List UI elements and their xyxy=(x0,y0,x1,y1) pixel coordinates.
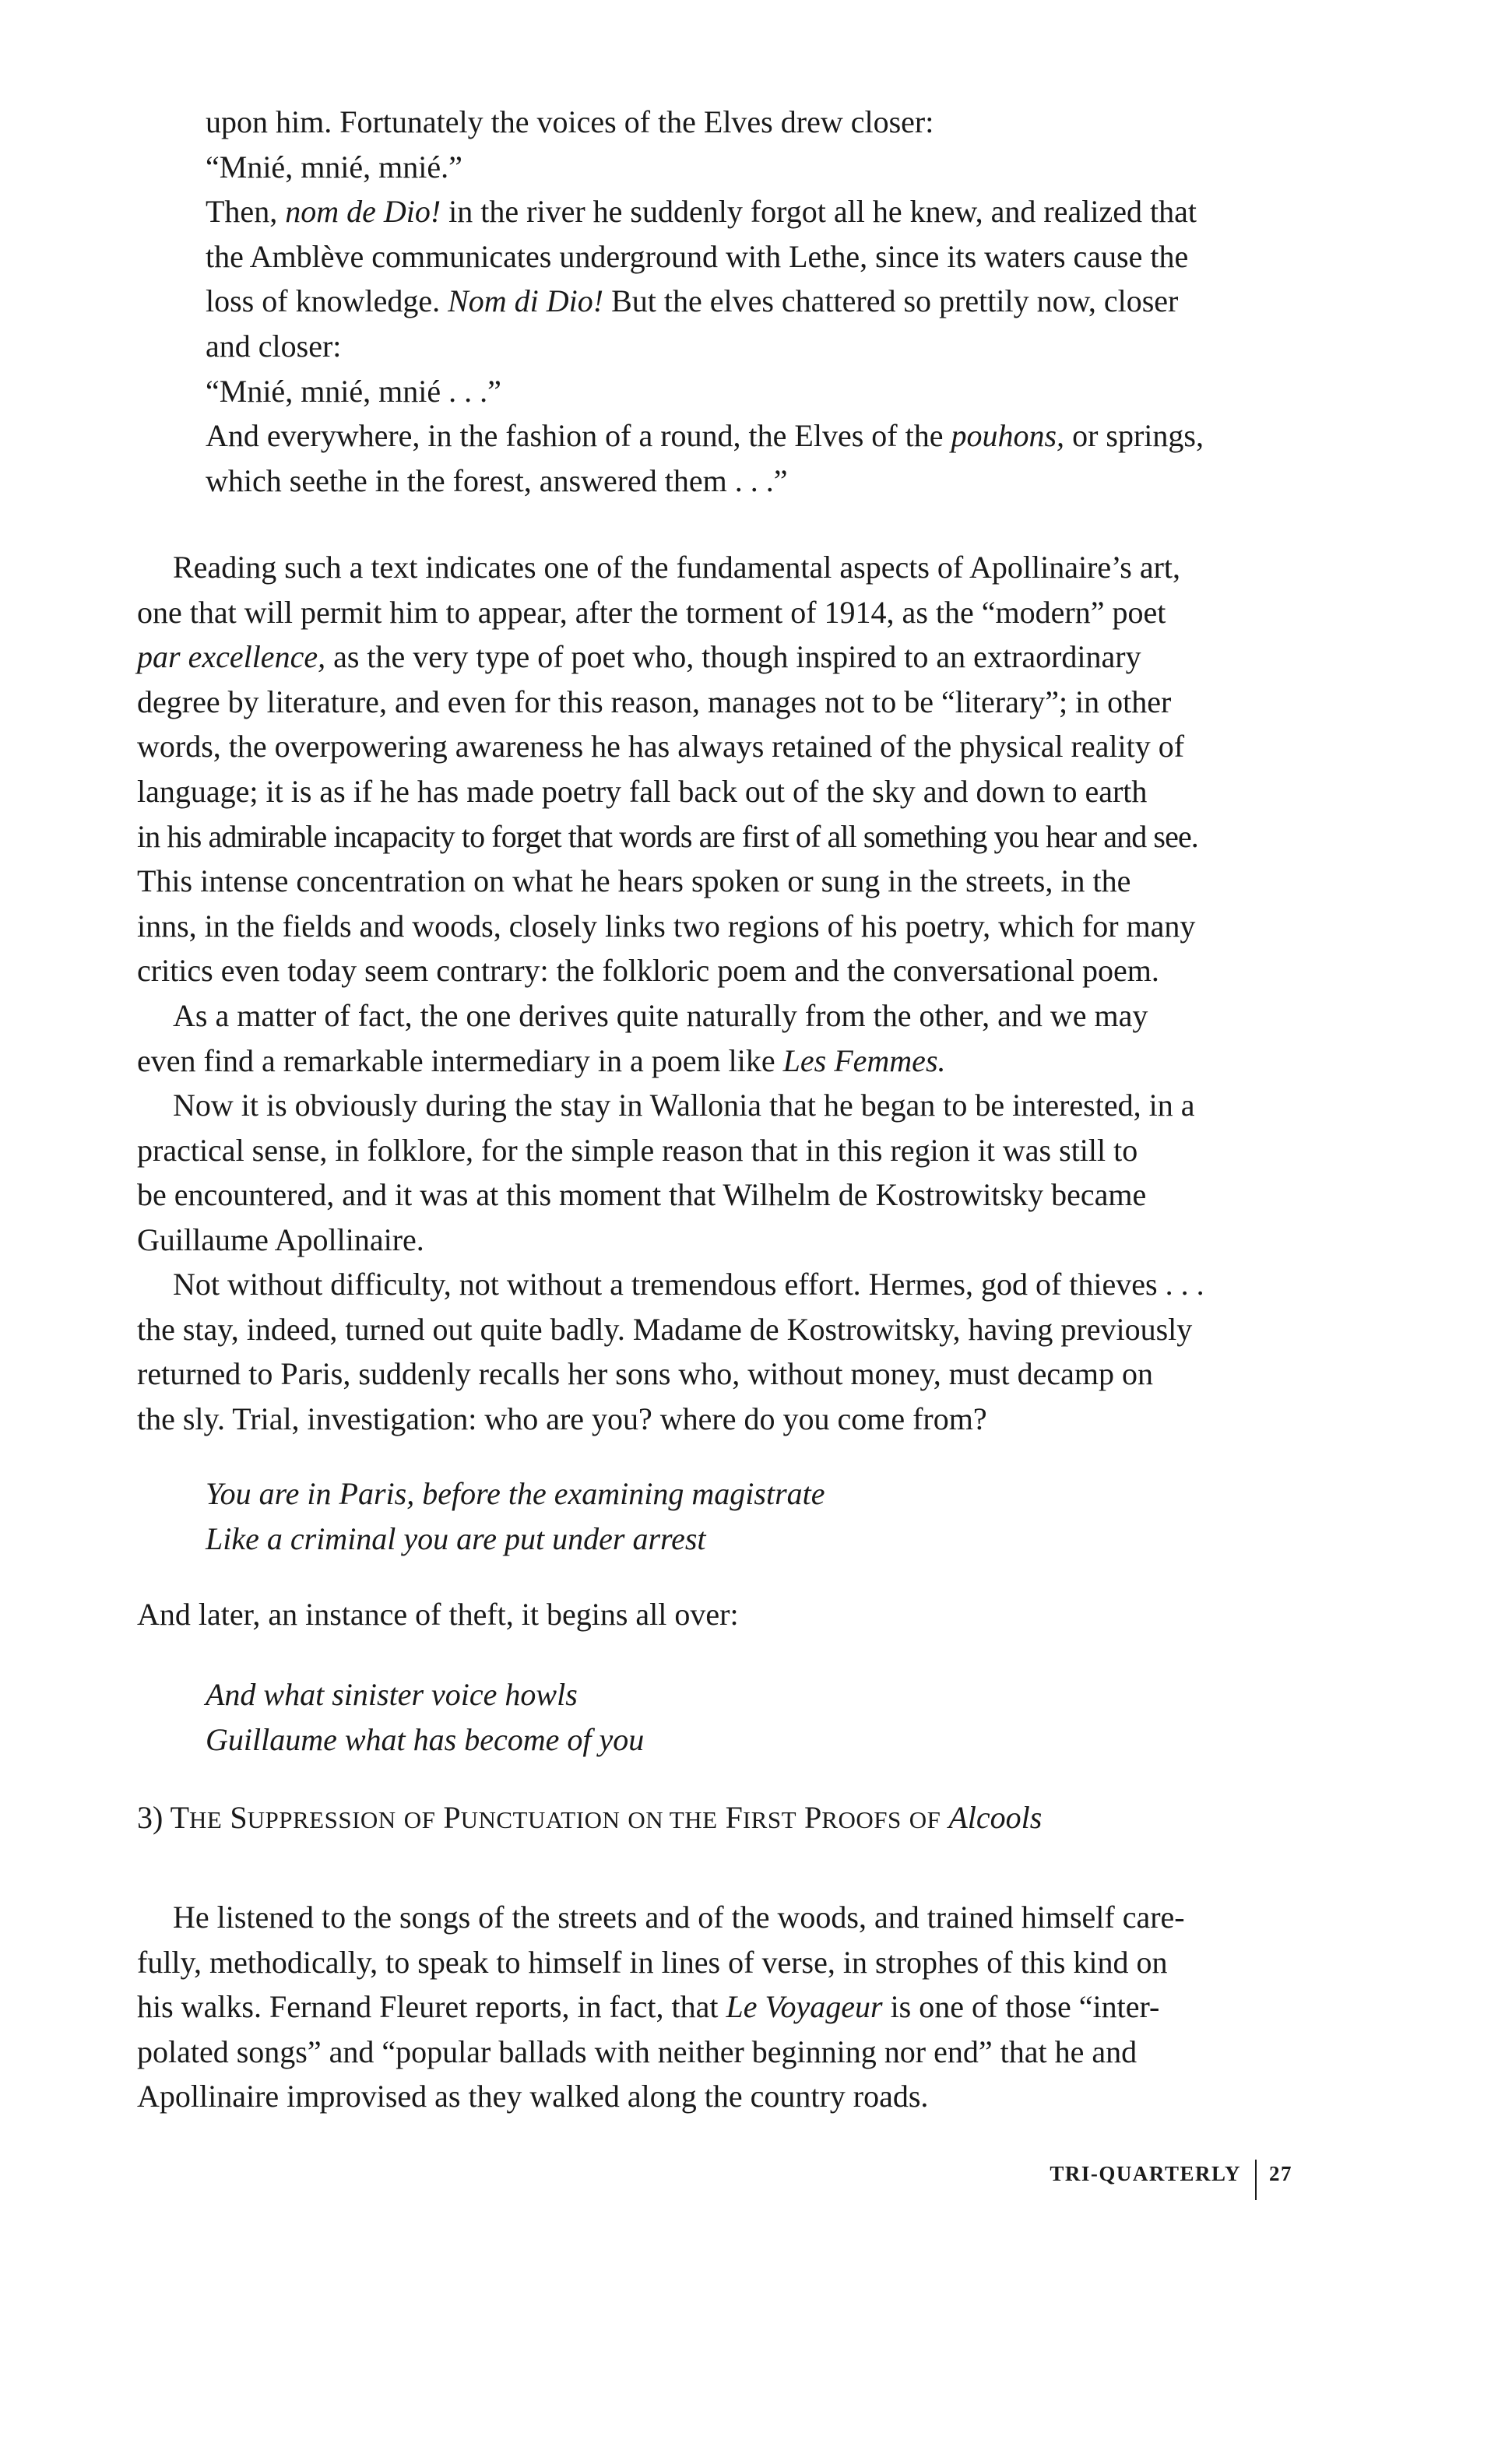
text-line: par excellence, as the very type of poet who, though inspired to an extraordinary xyxy=(137,639,1141,675)
text-line: Apollinaire improvised as they walked along the country roads. xyxy=(137,2079,929,2114)
text-line: Not without difficulty, not without a tremendous effort. Hermes, god of thieves . . . xyxy=(173,1267,1204,1302)
body-paragraph-1 xyxy=(137,545,1369,993)
body-paragraph-4 xyxy=(137,1262,1369,1441)
text-line: the sly. Trial, investigation: who are you? where do you come from? xyxy=(137,1401,987,1436)
text-line: in his admirable incapacity to forget that words are first of all something you hear and see. xyxy=(137,818,1198,854)
text-line: “Mnié, mnié, mnié.” xyxy=(206,149,462,185)
body-paragraph-2 xyxy=(137,993,1369,1083)
text-line: be encountered, and it was at this moment that Wilhelm de Kostrowitsky became xyxy=(137,1177,1147,1213)
body-paragraph-3 xyxy=(137,1083,1369,1262)
verse-quotation-2 xyxy=(206,1672,1296,1762)
text-line: upon him. Fortunately the voices of the Elves drew closer: xyxy=(206,104,934,139)
verse-line: You are in Paris, before the examining magistrate xyxy=(206,1476,825,1511)
text-line: loss of knowledge. Nom di Dio! But the elves chattered so prettily now, closer xyxy=(206,283,1179,319)
text-line: This intense concentration on what he hears spoken or sung in the streets, in the xyxy=(137,863,1131,899)
text-line: his walks. Fernand Fleuret reports, in fact, that Le Voyageur is one of those “inter- xyxy=(137,1989,1160,2025)
text-line: inns, in the fields and woods, closely links two regions of his poetry, which for many xyxy=(137,908,1196,944)
text-line: language; it is as if he has made poetry fall back out of the sky and down to earth xyxy=(137,773,1148,809)
text-line: words, the overpowering awareness he has always retained of the physical reality of xyxy=(137,729,1185,765)
text-line: returned to Paris, suddenly recalls her sons who, without money, must decamp on xyxy=(137,1356,1153,1392)
text-line: the stay, indeed, turned out quite badly. Madame de Kostrowitsky, having previously xyxy=(137,1311,1193,1347)
verse-line: Like a criminal you are put under arrest xyxy=(206,1520,706,1556)
text-line: Then, nom de Dio! in the river he suddenly forgot all he knew, and realized that xyxy=(206,194,1197,230)
text-line: and closer: xyxy=(206,328,342,364)
body-paragraph-5 xyxy=(137,1592,1369,1637)
text-line: Reading such a text indicates one of the fundamental aspects of Apollinaire’s art, xyxy=(173,550,1181,585)
text-line: As a matter of fact, the one derives quite naturally from the other, and we may xyxy=(173,998,1148,1033)
section-heading: 3) THE SUPPRESSION OF PUNCTUATION ON THE FIRST PROOFS OF Alcools xyxy=(137,1800,1043,1835)
text-line: He listened to the songs of the streets and of the woods, and trained himself care- xyxy=(173,1900,1185,1935)
footer-divider xyxy=(1255,2160,1257,2200)
text-line: the Amblève communicates underground with Lethe, since its waters cause the xyxy=(206,238,1189,274)
section-heading-title: Alcools xyxy=(948,1800,1043,1835)
text-line: “Mnié, mnié, mnié . . .” xyxy=(206,373,501,409)
verse-quotation-1 xyxy=(206,1471,1296,1561)
text-line: which seethe in the forest, answered them . . .” xyxy=(206,462,788,498)
text-line: fully, methodically, to speak to himself in lines of verse, in strophes of this kind on xyxy=(137,1944,1168,1980)
journal-name: TRI-QUARTERLY xyxy=(1050,2162,1241,2185)
verse-line: Guillaume what has become of you xyxy=(206,1721,645,1757)
text-line: one that will permit him to appear, after the torment of 1914, as the “modern” poet xyxy=(137,594,1166,630)
page-number: 27 xyxy=(1269,2162,1292,2185)
text-line: polated songs” and “popular ballads with neither beginning nor end” that he and xyxy=(137,2033,1138,2069)
text-line: Guillaume Apollinaire. xyxy=(137,1221,424,1257)
quoted-passage xyxy=(206,100,1373,503)
text-line: And everywhere, in the fashion of a round, the Elves of the pouhons, or springs, xyxy=(206,418,1204,454)
text-line: practical sense, in folklore, for the simple reason that in this region it was still to xyxy=(137,1132,1138,1168)
verse-line: And what sinister voice howls xyxy=(206,1677,578,1712)
text-line: And later, an instance of theft, it begins all over: xyxy=(137,1597,739,1632)
text-line: even find a remarkable intermediary in a poem like Les Femmes. xyxy=(137,1042,946,1078)
page-footer xyxy=(1050,2153,1292,2194)
text-line: degree by literature, and even for this reason, manages not to be “literary”; in other xyxy=(137,684,1172,719)
text-line: critics even today seem contrary: the folkloric poem and the conversational poem. xyxy=(137,953,1159,989)
text-line: Now it is obviously during the stay in Wallonia that he began to be interested, in a xyxy=(173,1088,1195,1123)
body-paragraph-6 xyxy=(137,1895,1369,2119)
